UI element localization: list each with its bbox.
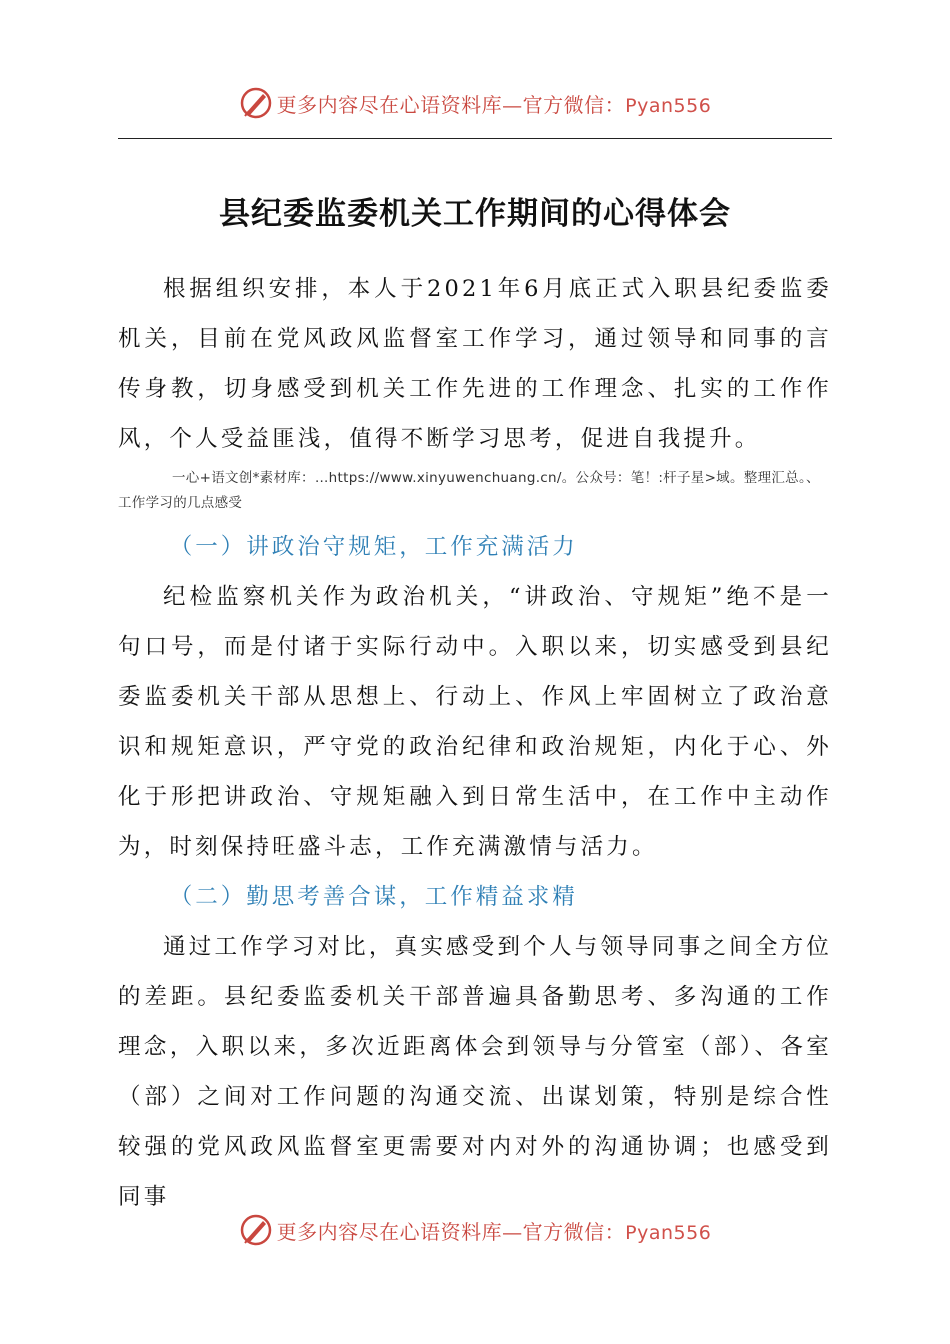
document-body xyxy=(118,264,832,1222)
pen-logo-icon xyxy=(239,1213,273,1247)
section-paragraph-1: 纪检监察机关作为政治机关，“讲政治、守规矩”绝不是一句口号，而是付诸于实际行动中。入职以来，切实感受到县纪委监委机关干部从思想上、行动上、作风上牢固树立了政治意识和规矩意识，严守党的政治纪律和政治规矩，内化于心、外化于形把讲政治、守规矩融入到日常生活中，在工作中主动作为，时刻保持旺盛斗志，工作充满激情与活力。 xyxy=(118,584,832,860)
banner-text: 更多内容尽在心语资料库—官方微信：Pyan556 xyxy=(276,1219,712,1244)
pen-logo-icon xyxy=(239,86,273,120)
wechat-id: Pyan556 xyxy=(625,94,712,117)
footer-banner xyxy=(0,1210,950,1250)
wechat-id: Pyan556 xyxy=(625,1221,712,1244)
section-paragraph-2: 通过工作学习对比，真实感受到个人与领导同事之间全方位的差距。县纪委监委机关干部普遍具备勤思考、多沟通的工作理念，入职以来，多次近距离体会到领导与分管室（部）、各室（部）之间对工作问题的沟通交流、出谋划策，特别是综合性较强的党风政风监督室更需要对内对外的沟通协调；也感受到同事 xyxy=(118,934,832,1210)
document-title: 县纪委监委机关工作期间的心得体会 xyxy=(219,196,731,232)
banner-text: 更多内容尽在心语资料库—官方微信：Pyan556 xyxy=(276,92,712,117)
section-heading-2: （二）勤思考善合谋，工作精益求精 xyxy=(169,884,578,910)
source-note: 一心+语文创*素材库：…https://www.xinyuwenchuang.cn/。公众号：笔！:杆子星>域。整理汇总。、工作学习的几点感受 xyxy=(118,470,820,511)
header-banner xyxy=(0,83,950,123)
header-divider xyxy=(118,138,832,139)
section-heading-1: （一）讲政治守规矩，工作充满活力 xyxy=(169,534,578,560)
intro-paragraph: 根据组织安排，本人于2021年6月底正式入职县纪委监委机关，目前在党风政风监督室工作学习，通过领导和同事的言传身教，切身感受到机关工作先进的工作理念、扎实的工作作风，个人受益匪浅，值得不断学习思考，促进自我提升。 xyxy=(118,276,832,452)
